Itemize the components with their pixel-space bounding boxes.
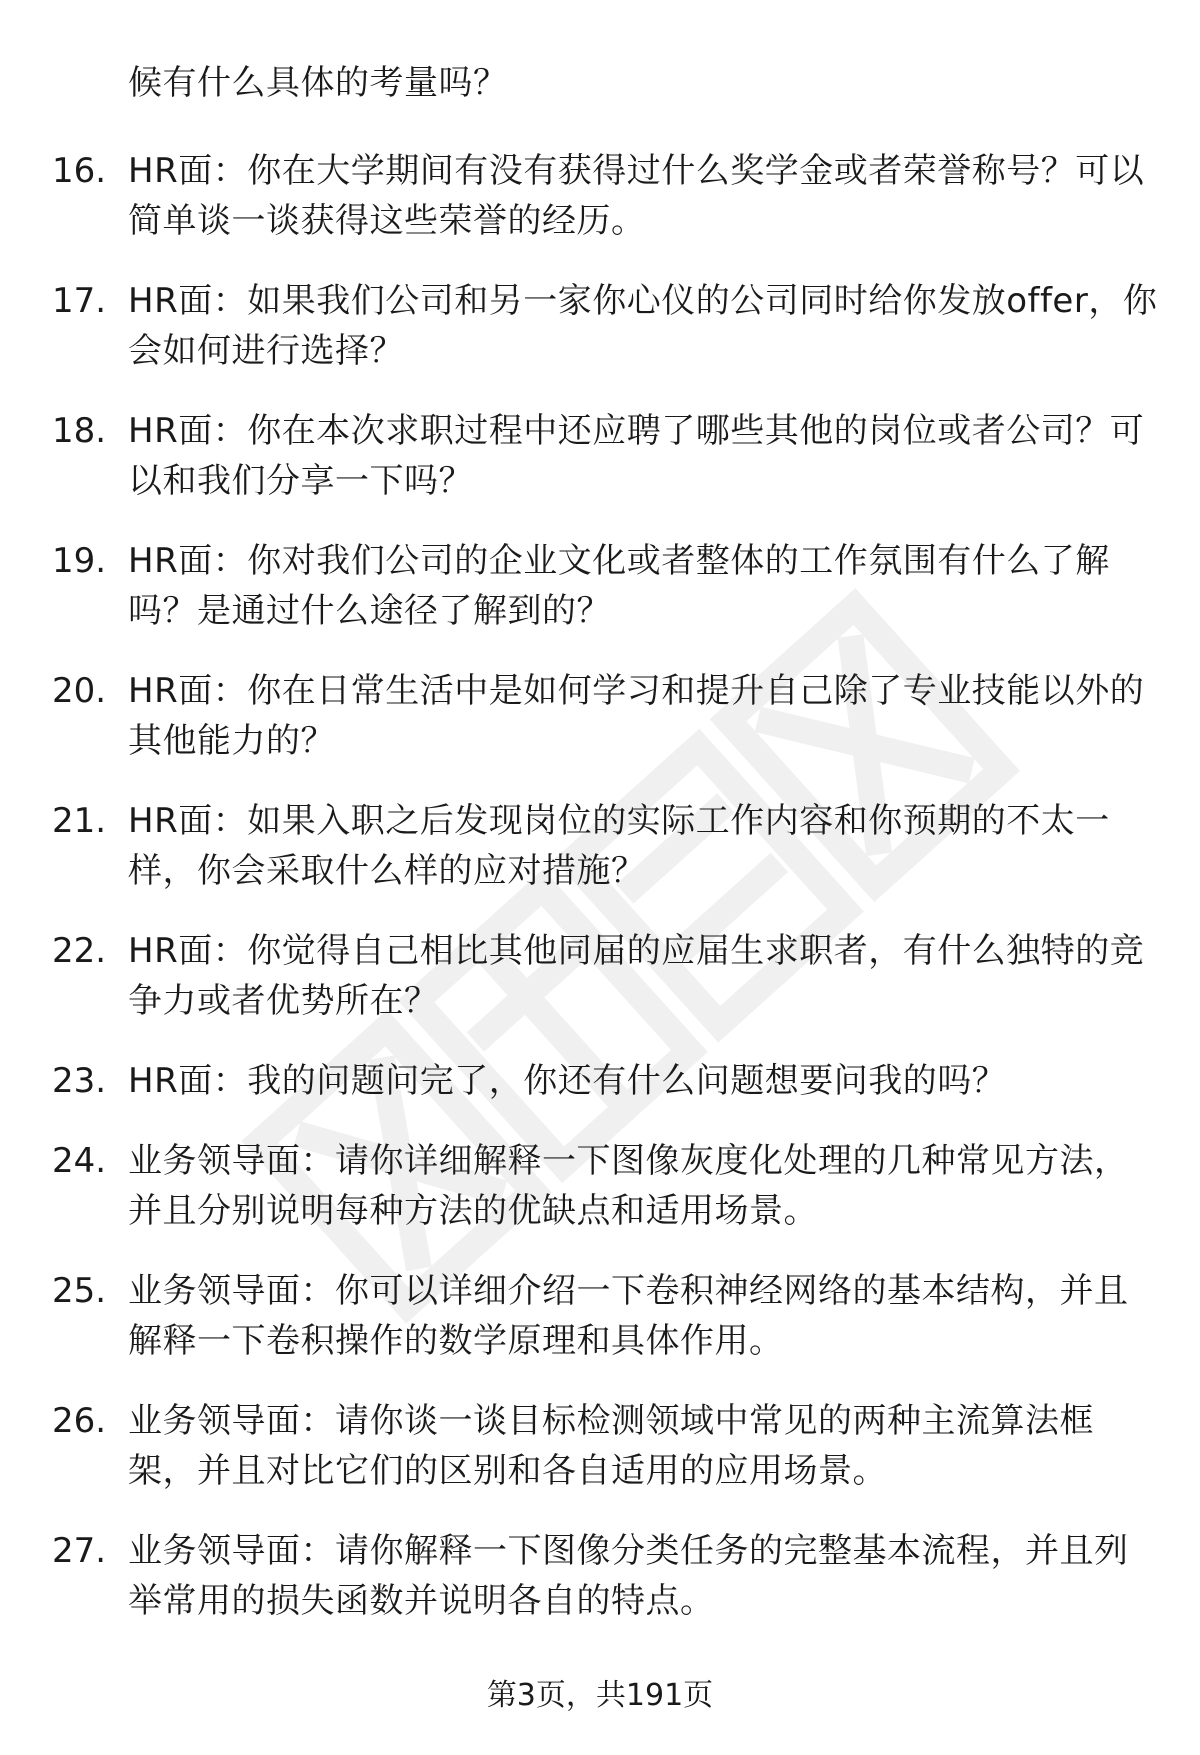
question-text: HR面：你觉得自己相比其他同届的应届生求职者，有什么独特的竞争力或者优势所在？ bbox=[128, 931, 1145, 1021]
question-number: 24. bbox=[52, 1141, 107, 1181]
question-text: 业务领导面：你可以详细介绍一下卷积神经网络的基本结构，并且解释一下卷积操作的数学原理和具体作用。 bbox=[128, 1271, 1129, 1361]
question-number: 27. bbox=[52, 1531, 107, 1571]
question-number: 19. bbox=[52, 541, 107, 581]
question-text: HR面：如果我们公司和另一家你心仪的公司同时给你发放offer，你会如何进行选择？ bbox=[128, 281, 1158, 371]
question-number: 16. bbox=[52, 151, 107, 191]
question-text: HR面：我的问题问完了，你还有什么问题想要问我的吗？ bbox=[128, 1061, 1007, 1101]
question-number: 21. bbox=[52, 801, 107, 841]
question-text: 业务领导面：请你解释一下图像分类任务的完整基本流程，并且列举常用的损失函数并说明各自的特点。 bbox=[128, 1531, 1129, 1621]
question-text: HR面：如果入职之后发现岗位的实际工作内容和你预期的不太一样，你会采取什么样的应对措施？ bbox=[128, 801, 1110, 891]
question-text: 业务领导面：请你详细解释一下图像灰度化处理的几种常见方法，并且分别说明每种方法的优缺点和适用场景。 bbox=[128, 1141, 1129, 1231]
question-text: HR面：你在本次求职过程中还应聘了哪些其他的岗位或者公司？可以和我们分享一下吗？ bbox=[128, 411, 1145, 501]
question-text: HR面：你在日常生活中是如何学习和提升自己除了专业技能以外的其他能力的？ bbox=[128, 671, 1145, 761]
question-number: 20. bbox=[52, 671, 107, 711]
question-list bbox=[0, 146, 1200, 1656]
question-item-17 bbox=[0, 276, 1200, 376]
question-number: 18. bbox=[52, 411, 107, 451]
page-footer: 第3页，共191页 bbox=[486, 1678, 714, 1713]
question-item-22 bbox=[0, 926, 1200, 1026]
question-number: 23. bbox=[52, 1061, 107, 1101]
question-number: 17. bbox=[52, 281, 107, 321]
question-item-23 bbox=[0, 1056, 1200, 1106]
question-item-24 bbox=[0, 1136, 1200, 1236]
question-number: 25. bbox=[52, 1271, 107, 1311]
question-item-27 bbox=[0, 1526, 1200, 1626]
question-number: 26. bbox=[52, 1401, 107, 1441]
question-item-18 bbox=[0, 406, 1200, 506]
continued-question-text: 候有什么具体的考量吗？ bbox=[128, 63, 508, 103]
question-item-19 bbox=[0, 536, 1200, 636]
question-text: HR面：你对我们公司的企业文化或者整体的工作氛围有什么了解吗？是通过什么途径了解到的？ bbox=[128, 541, 1110, 631]
question-number: 22. bbox=[52, 931, 107, 971]
question-item-26 bbox=[0, 1396, 1200, 1496]
question-text: HR面：你在大学期间有没有获得过什么奖学金或者荣誉称号？可以简单谈一谈获得这些荣誉的经历。 bbox=[128, 151, 1145, 241]
question-item-20 bbox=[0, 666, 1200, 766]
question-item-21 bbox=[0, 796, 1200, 896]
question-item-16 bbox=[0, 146, 1200, 246]
question-text: 业务领导面：请你谈一谈目标检测领域中常见的两种主流算法框架，并且对比它们的区别和各自适用的应用场景。 bbox=[128, 1401, 1094, 1491]
question-item-25 bbox=[0, 1266, 1200, 1366]
